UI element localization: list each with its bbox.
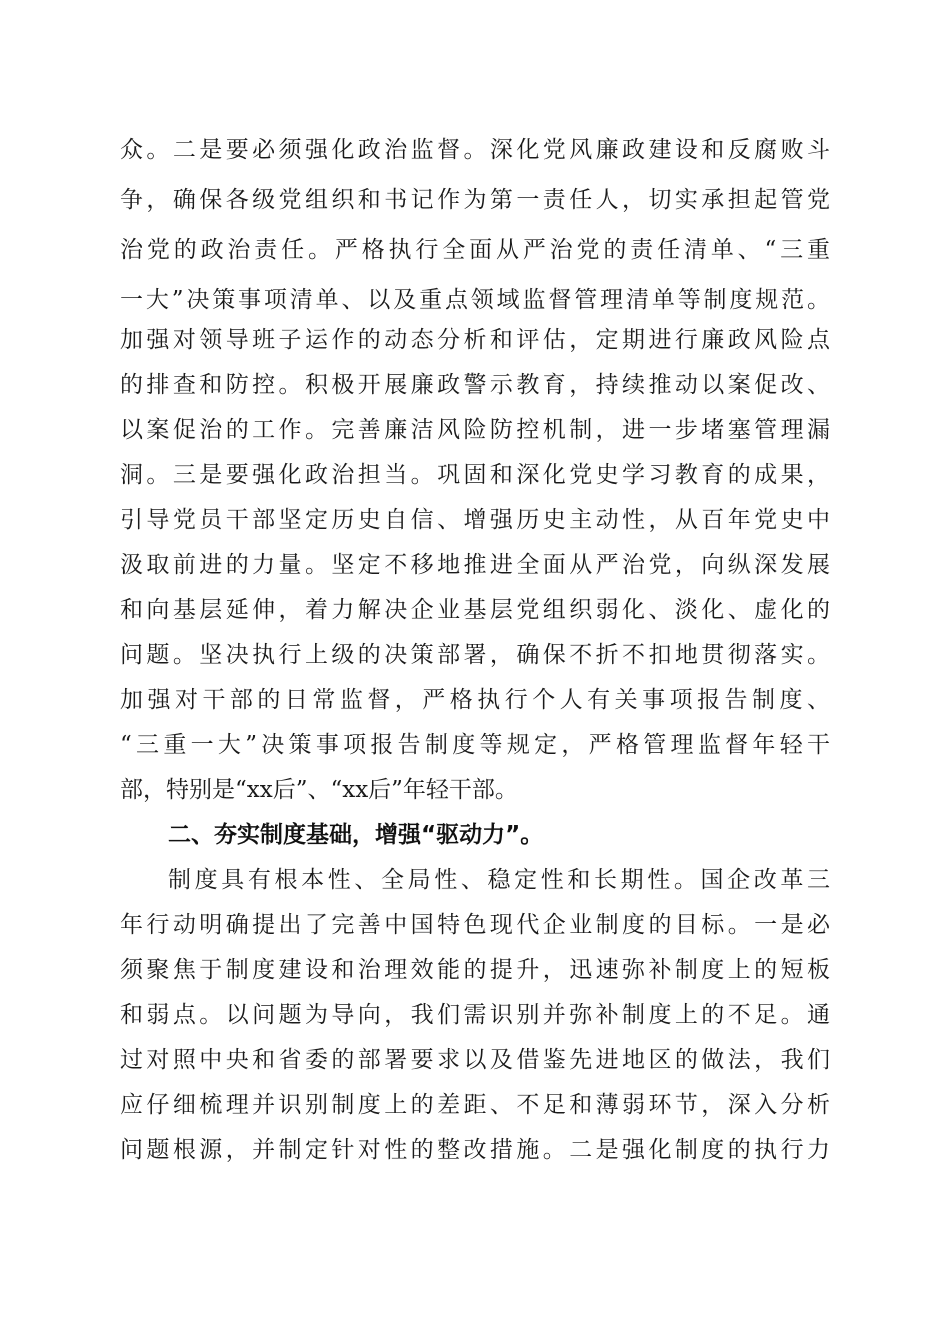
paragraph-line: 须聚焦于制度建设和治理效能的提升，迅速弥补制度上的短板	[120, 957, 830, 983]
paragraph-line: “三重一大”决策事项报告制度等规定，严格管理监督年轻干	[120, 732, 830, 758]
paragraph-line: 加强对领导班子运作的动态分析和评估，定期进行廉政风险点	[120, 327, 830, 353]
paragraph-line: 的排查和防控。积极开展廉政警示教育，持续推动以案促改、	[120, 372, 830, 398]
section-heading: 二、夯实制度基础，增强“驱动力”。	[168, 822, 544, 848]
paragraph-line: 以案促治的工作。完善廉洁风险防控机制，进一步堵塞管理漏	[120, 417, 830, 443]
paragraph-line: 加强对干部的日常监督，严格执行个人有关事项报告制度、	[120, 687, 830, 713]
paragraph-line: 争，确保各级党组织和书记作为第一责任人，切实承担起管党	[120, 187, 830, 213]
paragraph-line: 问题。坚决执行上级的决策部署，确保不折不扣地贯彻落实。	[120, 642, 830, 668]
paragraph-line: 一大”决策事项清单、以及重点领域监督管理清单等制度规范。	[120, 287, 830, 313]
paragraph-line: 治党的政治责任。严格执行全面从严治党的责任清单、“三重	[120, 237, 830, 263]
paragraph-line: 部，特别是“xx后”、“xx后”年轻干部。	[120, 777, 518, 803]
paragraph-line: 引导党员干部坚定历史自信、增强历史主动性，从百年党史中	[120, 507, 830, 533]
paragraph-line: 应仔细梳理并识别制度上的差距、不足和薄弱环节，深入分析	[120, 1092, 830, 1118]
paragraph-line: 众。二是要必须强化政治监督。深化党风廉政建设和反腐败斗	[120, 137, 830, 163]
paragraph-line: 和向基层延伸，着力解决企业基层党组织弱化、淡化、虚化的	[120, 597, 830, 623]
paragraph-line: 过对照中央和省委的部署要求以及借鉴先进地区的做法，我们	[120, 1047, 830, 1073]
paragraph-line: 洞。三是要强化政治担当。巩固和深化党史学习教育的成果，	[120, 462, 830, 488]
paragraph-line: 和弱点。以问题为导向，我们需识别并弥补制度上的不足。通	[120, 1002, 830, 1028]
paragraph-line: 问题根源，并制定针对性的整改措施。二是强化制度的执行力	[120, 1137, 830, 1163]
paragraph-line: 制度具有根本性、全局性、稳定性和长期性。国企改革三	[168, 867, 830, 893]
paragraph-line: 年行动明确提出了完善中国特色现代企业制度的目标。一是必	[120, 912, 830, 938]
paragraph-line: 汲取前进的力量。坚定不移地推进全面从严治党，向纵深发展	[120, 552, 830, 578]
